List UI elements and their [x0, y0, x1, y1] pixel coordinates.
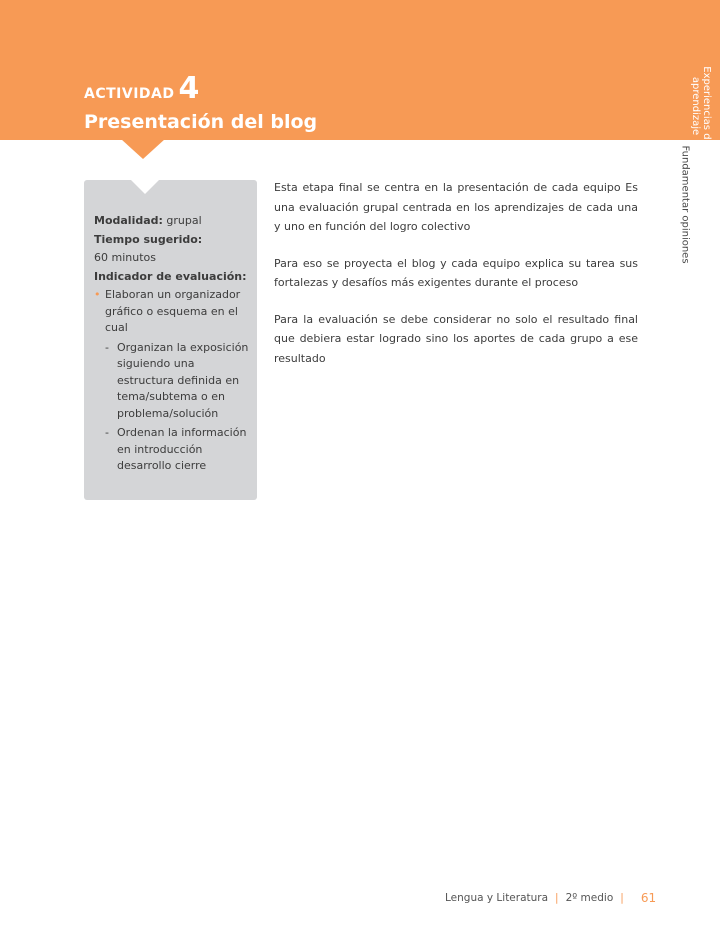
footer-separator: |: [555, 892, 559, 904]
modalidad-value: grupal: [166, 214, 202, 227]
body-text: [274, 178, 638, 385]
side-tab-experiencias: Experiencias de aprendizaje: [690, 66, 712, 146]
page-number: 61: [640, 891, 657, 905]
paragraph: Esta etapa final se centra en la presentación de cada equipo Es una evaluación grupal centrada en los aprendizajes de cada una y uno en función del logro colectivo: [274, 181, 638, 233]
info-content: [94, 211, 252, 475]
subbullet-text: Ordenan la información en introducción desarrollo cierre: [117, 426, 247, 472]
page-title: Presentación del blog: [84, 111, 318, 133]
activity-label-text: ACTIVIDAD: [84, 86, 175, 102]
list-item: [105, 340, 252, 423]
activity-label: [84, 71, 200, 106]
modalidad-row: [94, 213, 252, 230]
side-tab-fundamentar: Fundamentar opiniones: [679, 145, 691, 264]
paragraph: Para la evaluación se debe considerar no solo el resultado final que debiera estar logrado sino los aportes de cada grupo a ese resultado: [274, 312, 638, 365]
footer-subject: Lengua y Literatura: [445, 892, 549, 904]
footer-separator: |: [620, 892, 624, 904]
list-item: [105, 425, 252, 475]
footer: [445, 891, 656, 905]
info-box-notch: [131, 180, 159, 194]
activity-number: 4: [178, 71, 200, 106]
paragraph: Para eso se proyecta el blog y cada equipo explica su tarea sus fortalezas y desafíos más exigentes durante el proceso: [274, 256, 638, 289]
dash-mark: -: [105, 426, 109, 439]
bullet-text: Elaboran un organizador gráfico o esquema en el cual: [105, 288, 241, 334]
list-item: [94, 287, 252, 337]
bullet-mark: •: [94, 288, 101, 301]
tiempo-label: Tiempo sugerido:: [94, 232, 203, 246]
indicador-label: Indicador de evaluación:: [94, 269, 247, 283]
dash-mark: -: [105, 340, 109, 354]
modalidad-label: Modalidad:: [94, 214, 163, 227]
header-notch: [121, 139, 165, 159]
footer-grade: 2º medio: [565, 892, 614, 904]
tiempo-value: 60 minutos: [94, 251, 156, 264]
subbullet-text: Organizan la exposición siguiendo una estructura definida en tema/subtema o en problema/solución: [117, 340, 249, 420]
